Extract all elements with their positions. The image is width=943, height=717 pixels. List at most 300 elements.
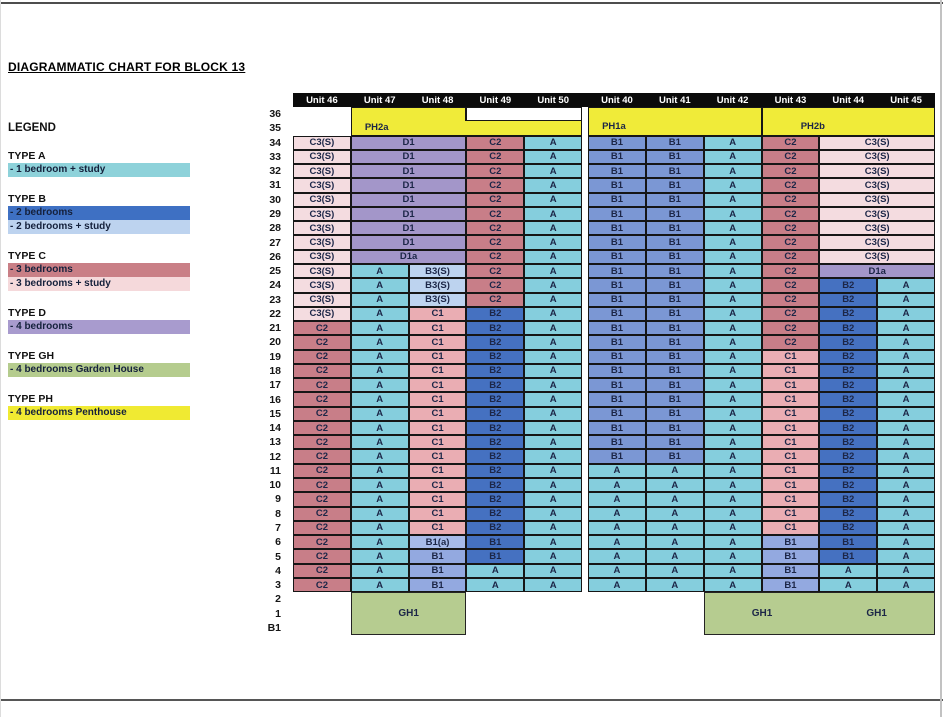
unit-cell: C2 [762,221,820,235]
unit-cell: B1 [646,164,704,178]
unit-cell: C2 [466,293,524,307]
unit-cell: B1 [646,293,704,307]
floor-label: 11 [269,464,281,477]
unit-cell: B1 [588,264,646,278]
legend-type-label: TYPE A [8,150,46,162]
unit-cell: A [704,178,762,192]
legend-group [8,349,190,377]
unit-cell: C1 [409,321,467,335]
unit-cell: B2 [819,278,877,292]
unit-cell: A [351,435,409,449]
floor-label: 7 [275,521,281,534]
unit-cell: B1 [588,178,646,192]
legend-item-swatch: - 4 bedrooms Penthouse [8,406,190,420]
page-title: DIAGRAMMATIC CHART FOR BLOCK 13 [8,60,246,74]
unit-cell: A [877,435,935,449]
unit-cell: C2 [762,193,820,207]
unit-cell: A [351,293,409,307]
unit-cell: A [877,335,935,349]
unit-cell: C2 [293,464,351,478]
floor-label: 23 [269,293,281,306]
unit-cell: A [524,507,582,521]
unit-cell: C2 [293,535,351,549]
unit-cell: C2 [293,364,351,378]
unit-cell: A [646,464,704,478]
unit-cell: A [704,478,762,492]
legend-item-swatch: - 2 bedrooms [8,206,190,220]
unit-cell: C1 [762,449,820,463]
unit-cell: A [524,521,582,535]
floor-label: B1 [267,621,281,634]
unit-cell: C2 [762,136,820,150]
unit-cell: B1 [646,178,704,192]
unit-cell: C3(S) [819,150,935,164]
unit-cell: A [877,407,935,421]
unit-cell: B2 [819,364,877,378]
unit-cell: C1 [409,350,467,364]
unit-cell: A [877,464,935,478]
floor-label: 26 [269,250,281,263]
unit-cell: A [704,136,762,150]
unit-cell: B1 [588,221,646,235]
unit-cell: C3(S) [293,193,351,207]
unit-cell: B2 [819,449,877,463]
unit-cell: C2 [293,350,351,364]
unit-cell: A [524,264,582,278]
unit-header: Unit 48 [421,94,454,106]
unit-cell: C1 [762,350,820,364]
unit-cell: B1 [588,364,646,378]
floor-label: 30 [269,193,281,206]
unit-cell: B1 [762,564,820,578]
unit-cell: D1 [351,207,467,221]
unit-cell: C1 [409,464,467,478]
unit-cell: B2 [819,507,877,521]
unit-cell: C1 [409,378,467,392]
unit-cell: A [877,321,935,335]
unit-cell: B2 [819,407,877,421]
floor-label: 24 [269,279,281,292]
legend-item-swatch: - 3 bedrooms [8,263,190,277]
unit-cell: A [877,507,935,521]
unit-cell: C2 [466,235,524,249]
legend-group [8,249,190,291]
unit-cell: C2 [466,221,524,235]
unit-cell: B1 [409,549,467,563]
unit-cell: B1 [646,235,704,249]
unit-cell: A [704,250,762,264]
legend [8,122,190,435]
unit-cell: B2 [819,464,877,478]
unit-cell: A [704,364,762,378]
unit-cell: B2 [819,435,877,449]
unit-cell: B1 [646,150,704,164]
unit-cell: A [524,278,582,292]
scan-edge-left [0,0,1,717]
floor-label: 13 [269,436,281,449]
unit-cell: A [524,350,582,364]
unit-cell: A [877,449,935,463]
floor-label: 2 [275,593,281,606]
unit-cell: A [351,421,409,435]
floor-label: 12 [269,450,281,463]
unit-cell: C3(S) [293,278,351,292]
unit-header: Unit 49 [479,94,512,106]
floor-label: 9 [275,493,281,506]
floor-label: 14 [269,422,281,435]
unit-cell: C1 [409,507,467,521]
unit-cell: A [524,407,582,421]
unit-cell: B1 [646,364,704,378]
unit-header: Unit 45 [890,94,922,106]
unit-cell: A [351,521,409,535]
unit-cell: A [704,449,762,463]
unit-cell: B1 [646,221,704,235]
unit-cell: C1 [762,478,820,492]
unit-cell: C2 [466,207,524,221]
floor-label: 21 [269,322,281,335]
unit-cell: B1 [588,164,646,178]
unit-cell: A [704,464,762,478]
unit-cell: B1 [466,535,524,549]
unit-cell: C2 [293,378,351,392]
unit-cell: B1 [588,307,646,321]
unit-cell: A [524,335,582,349]
unit-cell: C3(S) [293,307,351,321]
unit-cell: C1 [409,449,467,463]
unit-cell: C2 [293,421,351,435]
unit-cell: B2 [819,350,877,364]
unit-cell: C3(S) [293,250,351,264]
unit-cell: C3(S) [293,150,351,164]
unit-cell: A [351,449,409,463]
unit-cell: A [646,492,704,506]
floor-label: 3 [275,579,281,592]
unit-cell: B1 [588,378,646,392]
gh-label: GH1 [866,608,887,620]
unit-cell: A [351,335,409,349]
unit-cell: B1 [588,421,646,435]
floor-label: 17 [269,379,281,392]
unit-cell: B1 [646,449,704,463]
unit-cell: B1 [588,392,646,406]
unit-cell: B2 [466,449,524,463]
unit-cell: A [524,492,582,506]
unit-cell: C2 [293,435,351,449]
unit-cell: A [524,378,582,392]
unit-cell: A [704,350,762,364]
unit-cell: C2 [293,521,351,535]
unit-cell: C1 [409,435,467,449]
unit-cell: A [524,449,582,463]
unit-cell: B1 [588,335,646,349]
unit-cell: B2 [466,492,524,506]
unit-cell: C1 [409,307,467,321]
unit-cell: B1 [646,392,704,406]
unit-header: Unit 47 [363,94,396,106]
unit-cell: A [351,464,409,478]
unit-cell: C1 [409,492,467,506]
unit-cell: A [877,478,935,492]
unit-cell: C3(S) [819,136,935,150]
floor-label: 8 [275,507,281,520]
unit-cell: C1 [762,407,820,421]
unit-cell: C2 [762,307,820,321]
unit-cell: B1 [646,421,704,435]
unit-cell: A [646,521,704,535]
unit-cell: B1 [588,278,646,292]
unit-cell: B1 [646,250,704,264]
unit-cell: C2 [466,250,524,264]
legend-group [8,192,190,234]
unit-cell: A [524,564,582,578]
floor-label: 34 [269,136,281,149]
unit-cell: B1(a) [409,535,467,549]
unit-cell: B1 [466,549,524,563]
unit-cell: B2 [466,521,524,535]
unit-cell: C1 [762,492,820,506]
unit-cell: C2 [293,578,351,592]
unit-cell: B3(S) [409,278,467,292]
scan-edge-right [940,0,942,717]
unit-cell: C2 [293,335,351,349]
unit-cell: A [524,235,582,249]
unit-cell: A [877,578,935,592]
unit-cell: C2 [762,164,820,178]
unit-cell: A [819,578,877,592]
legend-type-label: TYPE PH [8,393,53,405]
unit-cell: C1 [762,392,820,406]
unit-header: Unit 44 [832,94,865,106]
unit-header: Unit 40 [601,94,633,106]
floor-label: 27 [269,236,281,249]
floor-label: 33 [269,150,281,163]
unit-cell: C1 [409,392,467,406]
floor-label: 29 [269,208,281,221]
unit-cell: A [524,193,582,207]
unit-cell: B2 [819,293,877,307]
unit-cell: A [524,136,582,150]
unit-cell: C2 [762,235,820,249]
unit-cell: A [877,564,935,578]
unit-cell: C2 [762,250,820,264]
unit-cell: B1 [588,407,646,421]
unit-cell: A [351,492,409,506]
unit-cell: B1 [588,150,646,164]
unit-cell: C2 [762,278,820,292]
unit-cell: A [351,407,409,421]
unit-cell: B2 [466,392,524,406]
unit-cell: C2 [293,392,351,406]
unit-cell: A [704,578,762,592]
unit-cell: D1a [819,264,935,278]
unit-cell: C1 [409,364,467,378]
unit-cell: B1 [646,136,704,150]
unit-cell: B1 [588,235,646,249]
floor-label: 15 [269,407,281,420]
unit-cell: C1 [762,378,820,392]
unit-cell: C2 [293,478,351,492]
unit-cell: B2 [819,307,877,321]
unit-cell: C2 [762,264,820,278]
unit-cell: A [704,278,762,292]
unit-cell: A [704,307,762,321]
unit-cell: A [877,293,935,307]
unit-cell: A [588,564,646,578]
unit-cell: A [588,492,646,506]
unit-cell: C3(S) [819,235,935,249]
unit-cell: A [524,293,582,307]
unit-cell: A [877,535,935,549]
unit-cell: A [524,578,582,592]
unit-cell: C3(S) [293,207,351,221]
penthouse-ph2a-roof [351,107,467,121]
unit-cell: A [877,392,935,406]
unit-cell: B2 [466,350,524,364]
unit-cell: A [351,578,409,592]
unit-cell: A [351,264,409,278]
unit-cell: B1 [646,350,704,364]
unit-cell: B2 [819,378,877,392]
unit-cell: D1a [351,250,467,264]
unit-cell: A [646,478,704,492]
unit-cell: B2 [819,335,877,349]
floor-label: 28 [269,222,281,235]
floor-label: 10 [269,479,281,492]
unit-cell: C3(S) [293,178,351,192]
unit-cell: C3(S) [293,136,351,150]
unit-cell: B2 [466,464,524,478]
floor-axis [237,107,281,635]
unit-cell: C3(S) [293,264,351,278]
unit-cell: A [588,464,646,478]
unit-cell: A [524,421,582,435]
unit-cell: A [877,364,935,378]
unit-cell: A [524,150,582,164]
unit-cell: A [351,564,409,578]
unit-cell: B2 [819,521,877,535]
unit-cell: D1 [351,164,467,178]
garden-house-right [704,592,935,635]
unit-cell: A [351,549,409,563]
unit-cell: A [877,492,935,506]
legend-item-swatch: - 2 bedrooms + study [8,220,190,234]
floor-label: 31 [269,179,281,192]
unit-cell: A [877,278,935,292]
unit-cell: C3(S) [293,293,351,307]
unit-cell: B1 [646,407,704,421]
unit-cell: A [351,321,409,335]
unit-cell: A [524,478,582,492]
unit-cell: A [524,549,582,563]
unit-cell: A [877,549,935,563]
unit-cell: C1 [409,478,467,492]
unit-cell: A [524,207,582,221]
unit-cell: A [588,535,646,549]
unit-cell: A [351,350,409,364]
unit-cell: A [524,464,582,478]
unit-cell: B1 [588,250,646,264]
floor-label: 22 [269,307,281,320]
unit-cell: A [704,435,762,449]
unit-cell: C2 [293,564,351,578]
unit-cell: A [704,321,762,335]
unit-cell: A [524,250,582,264]
unit-cell: B2 [466,335,524,349]
unit-cell: B1 [646,264,704,278]
unit-cell: A [704,235,762,249]
unit-cell: D1 [351,178,467,192]
unit-cell: C2 [466,264,524,278]
floor-label: 36 [269,108,281,121]
penthouse-ph2b: PH2b [762,107,935,136]
legend-type-label: TYPE GH [8,350,55,362]
unit-cell: A [351,364,409,378]
unit-cell: A [588,549,646,563]
unit-cell: B2 [466,378,524,392]
unit-cell: B1 [646,321,704,335]
unit-cell: A [704,193,762,207]
unit-cell: C1 [762,464,820,478]
unit-cell: C3(S) [293,221,351,235]
legend-heading: LEGEND [8,122,56,134]
unit-cell: B1 [646,378,704,392]
unit-cell: D1 [351,221,467,235]
unit-cell: C2 [466,150,524,164]
unit-cell: C2 [293,321,351,335]
unit-cell: B2 [466,407,524,421]
unit-cell: C2 [293,492,351,506]
unit-cell: A [704,335,762,349]
unit-cell: D1 [351,150,467,164]
unit-cell: B1 [819,549,877,563]
unit-cell: C3(S) [819,221,935,235]
unit-header: Unit 42 [716,94,749,106]
unit-cell: C1 [762,364,820,378]
unit-cell: A [351,478,409,492]
unit-cell: A [351,278,409,292]
unit-cell: B1 [588,449,646,463]
unit-cell: A [646,549,704,563]
unit-cell: A [351,378,409,392]
unit-cell: C2 [293,407,351,421]
unit-cell: C2 [293,507,351,521]
unit-header: Unit 46 [306,94,338,106]
unit-cell: A [466,578,524,592]
unit-cell: B1 [409,578,467,592]
unit-cell: C1 [409,521,467,535]
unit-cell: B1 [409,564,467,578]
floor-label: 16 [269,393,281,406]
unit-cell: B2 [819,478,877,492]
unit-cell: B3(S) [409,293,467,307]
unit-cell: C3(S) [819,193,935,207]
unit-cell: A [704,549,762,563]
unit-cell: C3(S) [293,164,351,178]
unit-cell: A [646,578,704,592]
unit-cell: C2 [762,178,820,192]
unit-cell: A [351,535,409,549]
unit-cell: B1 [588,435,646,449]
floor-label: 6 [275,536,281,549]
unit-cell: C3(S) [819,178,935,192]
unit-cell: A [704,207,762,221]
penthouse-ph2a: PH2a [351,121,582,135]
unit-cell: B2 [466,307,524,321]
unit-cell: D1 [351,193,467,207]
unit-cell: A [819,564,877,578]
unit-cell: A [877,521,935,535]
